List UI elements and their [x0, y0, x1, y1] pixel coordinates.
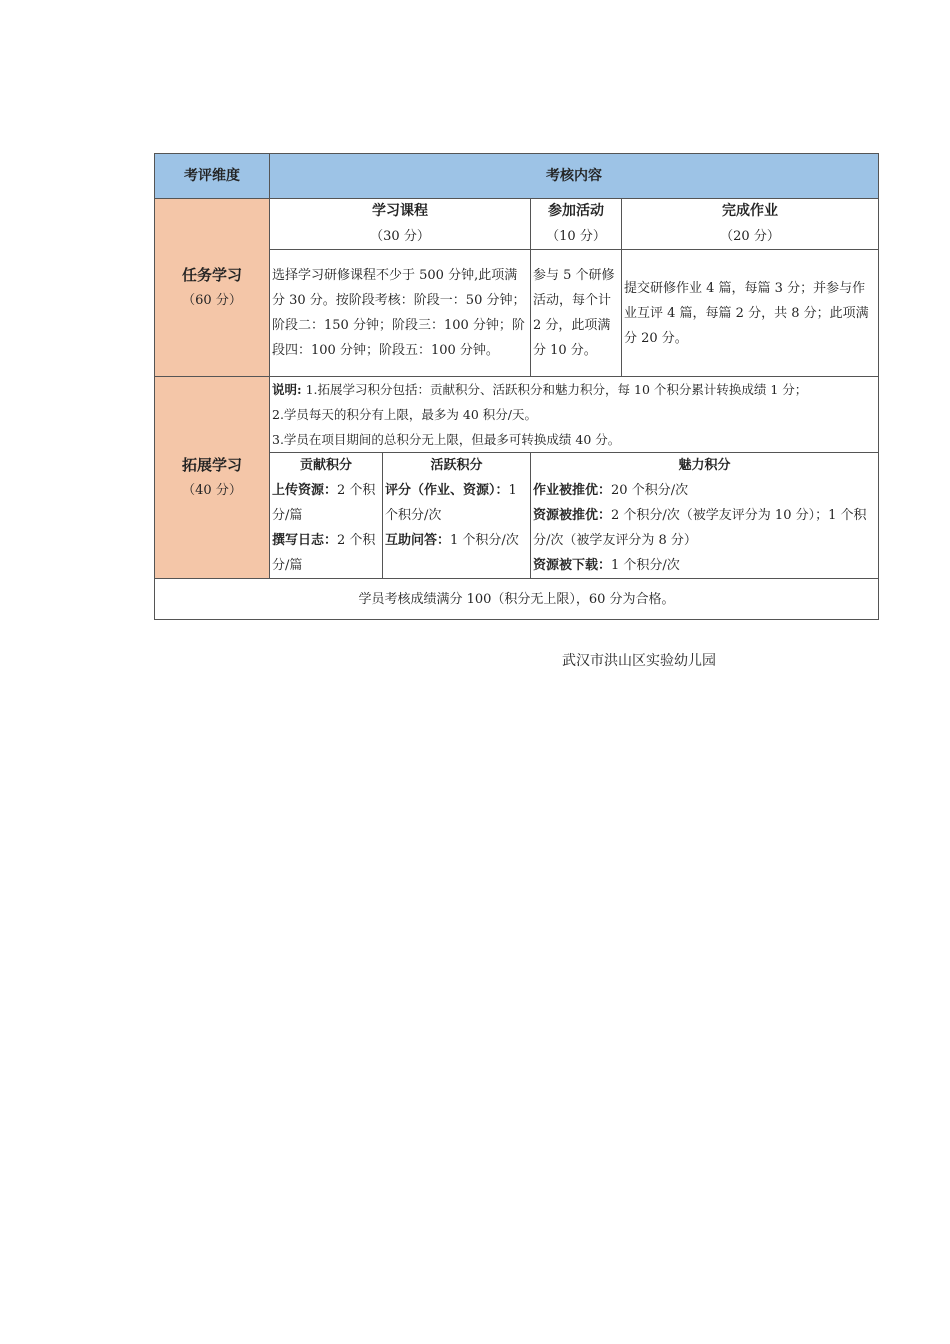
task-dimension-cell: [155, 199, 270, 377]
charm-title: 魅力积分: [678, 458, 731, 473]
course-description: 选择学习研修课程不少于 500 分钟,此项满分 30 分。按阶段考核：阶段一：50 分钟；阶段二：150 分钟；阶段三：100 分钟；阶段四：100 分钟；阶段五：100 分钟。: [270, 250, 531, 377]
activity-title: 参加活动: [548, 203, 604, 219]
active-item2-text: 1 个积分/次: [450, 533, 519, 548]
extend-dimension-cell: [155, 377, 270, 579]
charm-item3-text: 1 个积分/次: [611, 558, 680, 573]
contrib-item1-text: 2 个积分/篇: [272, 483, 376, 523]
contrib-title: 贡献积分: [299, 458, 352, 473]
course-score: （30 分）: [370, 229, 430, 244]
note-3: 3.学员在项目期间的总积分无上限，但最多可转换成绩 40 分。: [272, 432, 621, 447]
homework-score: （20 分）: [720, 229, 780, 244]
extend-notes: [270, 377, 879, 453]
note-label: 说明:: [272, 382, 302, 397]
homework-heading: [622, 199, 879, 250]
activity-heading: [531, 199, 622, 250]
charm-item2-label: 资源被推优：: [533, 508, 612, 523]
note-2: 2.学员每天的积分有上限，最多为 40 积分/天。: [272, 407, 537, 422]
header-dimension: 考评维度: [155, 154, 270, 199]
charm-item2-text: 2 个积分/次（被学友评分为 10 分）；1 个积分/次（被学友评分为 8 分）: [533, 508, 867, 548]
footer-note: 学员考核成绩满分 100（积分无上限），60 分为合格。: [155, 579, 879, 620]
charm-cell: [531, 453, 879, 579]
homework-description: 提交研修作业 4 篇，每篇 3 分；并参与作业互评 4 篇，每篇 2 分，共 8 分；此项满分 20 分。: [622, 250, 879, 377]
activity-score: （10 分）: [546, 229, 606, 244]
contrib-item2-label: 撰写日志：: [272, 533, 338, 548]
charm-item1-label: 作业被推优：: [533, 483, 612, 498]
charm-item3-label: 资源被下载：: [533, 558, 612, 573]
contrib-item2-text: 2 个积分/篇: [272, 533, 376, 573]
extend-score: （40 分）: [182, 482, 242, 498]
header-content: 考核内容: [270, 154, 879, 199]
organization-name: 武汉市洪山区实验幼儿园: [562, 653, 716, 669]
active-title: 活跃积分: [430, 458, 483, 473]
note-1: 1.拓展学习积分包括：贡献积分、活跃积分和魅力积分，每 10 个积分累计转换成绩 1 分；: [301, 382, 808, 397]
homework-title: 完成作业: [722, 203, 778, 219]
active-item2-label: 互助问答：: [385, 533, 451, 548]
active-item1-text: 1 个积分/次: [385, 483, 517, 523]
assessment-table: [154, 153, 879, 620]
contrib-item1-label: 上传资源：: [272, 483, 338, 498]
task-title: 任务学习: [181, 265, 242, 284]
course-title: 学习课程: [372, 203, 428, 219]
task-score: （60 分）: [182, 292, 242, 308]
charm-item1-text: 20 个积分/次: [611, 483, 689, 498]
course-heading: [270, 199, 531, 250]
activity-description: 参与 5 个研修活动，每个计 2 分，此项满分 10 分。: [531, 250, 622, 377]
active-cell: [383, 453, 531, 579]
extend-title: 拓展学习: [181, 455, 242, 474]
contrib-cell: [270, 453, 383, 579]
active-item1-label: 评分（作业、资源）：: [385, 483, 509, 498]
